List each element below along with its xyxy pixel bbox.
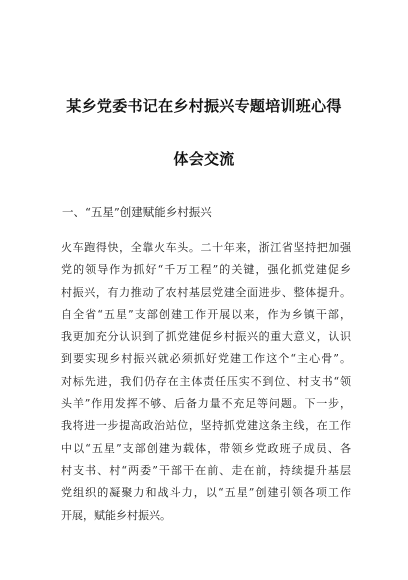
paragraph-line: 村支书、村“两委”干部干在前、走在前，持续提升基层 bbox=[61, 463, 351, 477]
document-title-line-1: 某乡党委书记在乡村振兴专题培训班心得 bbox=[66, 97, 342, 115]
body-paragraph bbox=[61, 237, 351, 527]
paragraph-line: 村振兴，有力推动了农村基层党建全面进步、整体提升。 bbox=[61, 285, 351, 299]
paragraph-line: 开展，赋能乡村振兴。 bbox=[61, 508, 171, 522]
paragraph-line: 中以“五星”支部创建为载体，带领乡党政班子成员、各 bbox=[61, 441, 351, 455]
paragraph-line: 自全省“五星”支部创建工作开展以来，作为乡镇干部， bbox=[61, 307, 351, 321]
document-title-line-2: 体会交流 bbox=[173, 150, 235, 168]
paragraph-line: 火车跑得快，全靠火车头。二十年来，浙江省坚持把加强 bbox=[61, 241, 351, 254]
paragraph-line: 到要实现乡村振兴就必须抓好党建工作这个“主心骨”。 bbox=[61, 352, 351, 366]
section-heading: 一、“五星”创建赋能乡村振兴 bbox=[62, 205, 212, 219]
paragraph-line: 党组织的凝聚力和战斗力，以“五星”创建引领各项工作 bbox=[61, 486, 351, 500]
paragraph-line: 我将进一步提高政治站位，坚持抓党建这条主线，在工作 bbox=[61, 419, 351, 433]
paragraph-line: 党的领导作为抓好“千万工程”的关键，强化抓党建促乡 bbox=[61, 263, 351, 277]
paragraph-line: 我更加充分认识到了抓党建促乡村振兴的重大意义，认识 bbox=[61, 330, 351, 344]
paragraph-line: 对标先进，我们仍存在主体责任压实不到位、村支书“领 bbox=[61, 374, 351, 388]
paragraph-line: 头羊”作用发挥不够、后备力量不充足等问题。下一步， bbox=[61, 397, 351, 411]
